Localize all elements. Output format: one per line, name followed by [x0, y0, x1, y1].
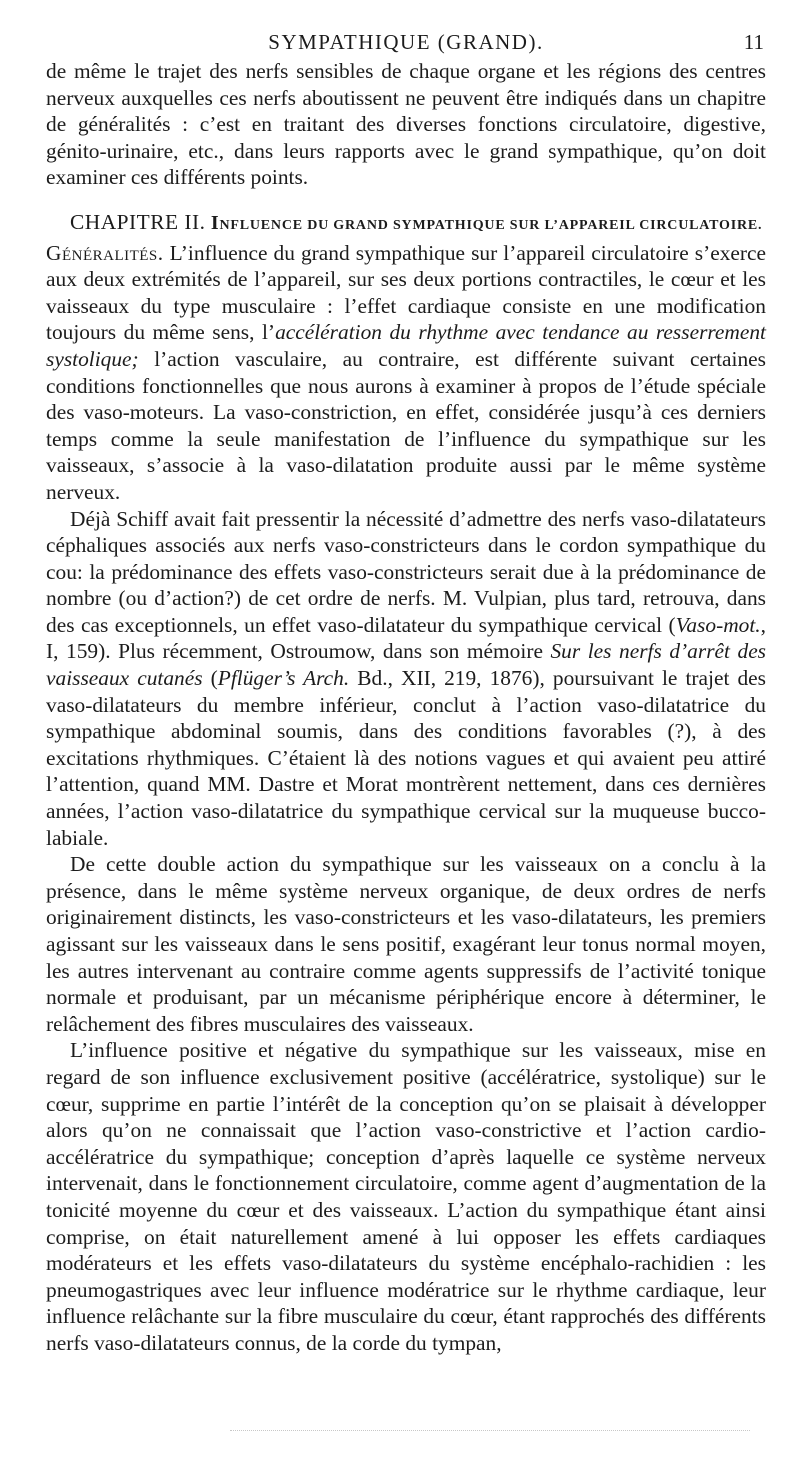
page-header: [46, 28, 766, 58]
section-text-2: l’action vasculaire, au contraire, est différente suivant certaines conditions fonctionnelles que nous aurons à examiner à propos de l’étude spéciale des vaso-moteurs. La vaso-constriction, en effet, considérée jusqu’à ces derniers temps comme la seule manifestation de l’influence du sympathique sur les vaisseaux, s’associe à la vaso-dilatation produite aussi par le même système nerveux.: [46, 346, 766, 504]
schiff-text-3: (: [202, 666, 218, 691]
schiff-paragraph: [46, 506, 766, 852]
bottom-dotted-rule: [230, 1430, 750, 1431]
chapter-title: [210, 211, 763, 234]
chapter-title-rest: NFLUENCE DU GRAND SYMPATHIQUE SUR L’APPAREIL CIRCULATOIRE.: [219, 217, 763, 233]
chapter-number: CHAPITRE II.: [70, 209, 206, 234]
running-title: SYMPATHIQUE (GRAND).: [268, 30, 544, 54]
chapter-heading: [46, 209, 766, 240]
section-generalites-paragraph: [46, 240, 766, 506]
schiff-italic-2: Sur les nerfs d’arrêt des vaisseaux cutanés: [46, 639, 767, 691]
schiff-text-2: , I, 159). Plus récemment, Ostroumow, dans son mémoire: [46, 612, 766, 664]
double-action-paragraph: De cette double action du sympathique sur les vaisseaux on a conclu à la présence, dans le même système nerveux organique, de deux ordres de nerfs originairement distincts, les vaso-constricteurs et les vaso-dilatateurs, les premiers agissant sur les vaisseaux dans le sens positif, exagérant leur tonus normal moyen, les autres intervenant au contraire comme agents suppressifs de l’activité tonique normale et produisant, par un mécanisme périphérique encore à déterminer, le relâchement des fibres musculaires des vaisseaux.: [46, 852, 766, 1036]
schiff-italic-1: Vaso-mot.: [675, 612, 761, 637]
page-number: 11: [743, 30, 764, 54]
influence-paragraph: L’influence positive et négative du sympathique sur les vaisseaux, mise en regard de son influence exclusivement positive (accélératrice, systolique) sur le cœur, supprime en partie l’intérêt de la conception qu’on se plaisait à développer alors qu’on ne connaissait que l’action vaso-constrictive et l’action cardio-accélératrice du sympathique; conception d’après laquelle ce système nerveux intervenait, dans le fonctionnement circulatoire, comme agent d’augmentation de la tonicité moyenne du cœur et des vaisseaux. L’action du sympathique étant ainsi comprise, on était naturellement amené à lui opposer les effets cardiaques modérateurs et les effets vaso-dilatateurs du système encéphalo-rachidien : les pneumogastriques avec leur influence modératrice sur le rhythme cardiaque, leur influence relâchante sur la fibre musculaire du cœur, étant rapprochés des différents nerfs vaso-dilatateurs connus, de la corde du tympan,: [46, 1038, 766, 1355]
section-label: Généralités.: [46, 240, 164, 265]
schiff-text-4: Bd., XII, 219, 1876), poursuivant le trajet des vaso-dilatateurs du membre inférieur, conclut à l’action vaso-dilatatrice du sympathique abdominal soumis, dans des conditions favorables (?), à des excitations rhythmiques. C’étaient là des notions vagues et qui avaient peu attiré l’attention, quand MM. Dastre et Morat montrèrent nettement, dans ces dernières années, l’action vaso-dilatatrice du sympathique cervical sur la muqueuse bucco-labiale.: [46, 666, 766, 850]
intro-paragraph: de même le trajet des nerfs sensibles de chaque organe et les régions des centres nerveux auxquelles ces nerfs aboutissent ne peuvent être indiqués dans un chapitre de généralités : c’est en traitant des diverses fonctions circulatoire, digestive, génito-urinaire, etc., dans leurs rapports avec le grand sympathique, qu’on doit examiner ces différents points.: [46, 59, 766, 190]
section-text-1: L’influence du grand sympathique sur l’appareil circulatoire s’exerce aux deux extrémités de l’appareil, sur ses deux portions contractiles, le cœur et les vaisseaux du type musculaire : l’effet cardiaque consiste en une modification toujours du même sens, l’: [46, 240, 766, 345]
chapter-title-initial: I: [210, 211, 220, 234]
schiff-italic-3: Pflüger’s Arch.: [217, 666, 350, 691]
chapter-block: [46, 209, 766, 506]
section-italic-1: accélération du rhythme avec tendance au resserrement systolique;: [46, 320, 766, 371]
schiff-text-1: Déjà Schiff avait fait pressentir la nécessité d’admettre des nerfs vaso-dilatateurs céphaliques associés aux nerfs vaso-constricteurs dans le cordon sympathique du cou: la prédominance des effets vaso-constricteurs serait due à la prédominance de nombre (ou d’action?) de cet ordre de nerfs. M. Vulpian, plus tard, retrouva, dans des cas exceptionnels, un effet vaso-dilatateur du sympathique cervical (: [46, 506, 766, 637]
book-page: [46, 28, 766, 1357]
